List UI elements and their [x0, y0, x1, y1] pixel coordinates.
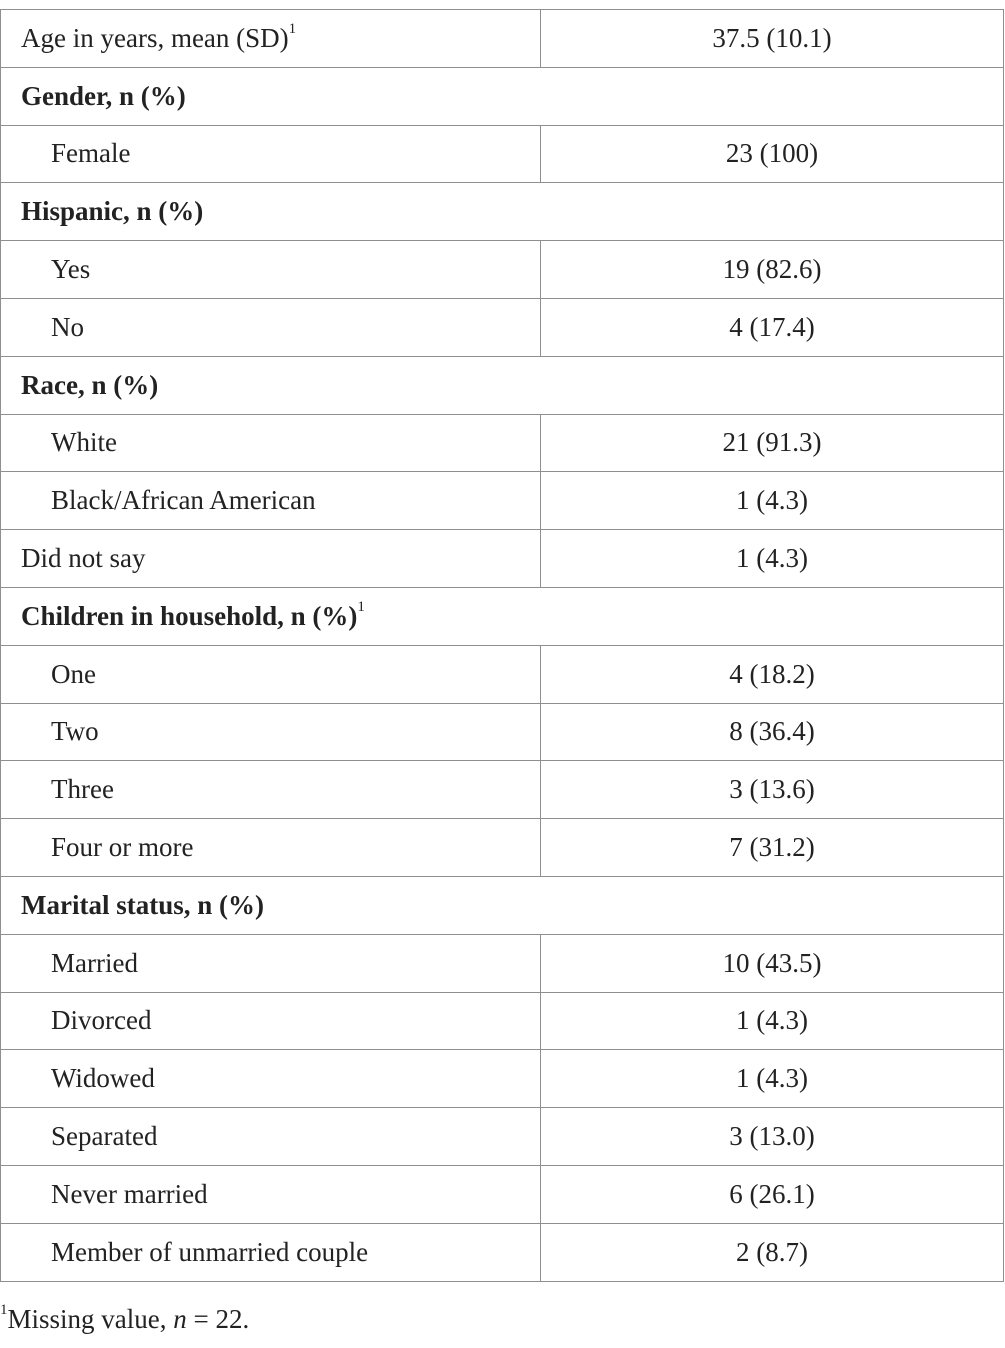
table-row: [1, 530, 1004, 588]
table-row: [1, 1050, 1004, 1108]
row-label: Two: [51, 716, 99, 747]
table-row: [1, 934, 1004, 992]
section-header-label: Children in household, n (%): [21, 600, 358, 631]
section-header-label: Marital status, n (%): [21, 889, 264, 920]
row-label-cell: [1, 530, 541, 588]
footnote-variable: n: [173, 1304, 187, 1334]
section-header-label: Hispanic, n (%): [21, 196, 204, 227]
row-value-cell: [541, 819, 1004, 877]
row-label: Never married: [51, 1178, 208, 1209]
table-row: [1, 1108, 1004, 1166]
row-label: Three: [51, 774, 114, 805]
row-value-cell: [541, 241, 1004, 299]
row-value: 4 (17.4): [729, 311, 815, 342]
row-value: 19 (82.6): [722, 254, 822, 285]
row-label-cell: [1, 819, 541, 877]
footnote-text-before: Missing value,: [7, 1304, 174, 1334]
table-row: [1, 414, 1004, 472]
row-value: 1 (4.3): [736, 485, 808, 516]
row-value: 37.5 (10.1): [712, 22, 832, 53]
row-label: Age in years, mean (SD): [21, 22, 289, 53]
section-header-cell: [1, 67, 1004, 125]
demographics-table-container: [0, 9, 1004, 1282]
section-header-cell: [1, 587, 1004, 645]
row-label-cell: [1, 761, 541, 819]
row-value: 6 (26.1): [729, 1178, 815, 1209]
row-label: One: [51, 658, 96, 689]
row-label-cell: [1, 992, 541, 1050]
table-row: [1, 645, 1004, 703]
row-value-cell: [541, 1108, 1004, 1166]
table-section-header-row: [1, 587, 1004, 645]
row-label: Divorced: [51, 1005, 152, 1036]
row-value-cell: [541, 414, 1004, 472]
demographics-table: [0, 9, 1004, 1282]
table-section-header-row: [1, 67, 1004, 125]
table-row: [1, 992, 1004, 1050]
row-value: 1 (4.3): [736, 1063, 808, 1094]
row-label-cell: [1, 934, 541, 992]
row-label-cell: [1, 298, 541, 356]
section-header-cell: [1, 876, 1004, 934]
row-value-cell: [541, 992, 1004, 1050]
row-value-cell: [541, 298, 1004, 356]
row-label-cell: [1, 1165, 541, 1223]
table-row: [1, 298, 1004, 356]
table-row: [1, 703, 1004, 761]
table-row: [1, 1165, 1004, 1223]
section-header-cell: [1, 356, 1004, 414]
table-footnote: [0, 1304, 249, 1335]
row-label-cell: [1, 241, 541, 299]
row-label-cell: [1, 414, 541, 472]
table-row: [1, 10, 1004, 68]
row-value: 10 (43.5): [722, 947, 822, 978]
row-value: 21 (91.3): [722, 427, 822, 458]
table-section-header-row: [1, 876, 1004, 934]
row-label-cell: [1, 125, 541, 183]
table-section-header-row: [1, 183, 1004, 241]
row-value-cell: [541, 125, 1004, 183]
section-header-label: Race, n (%): [21, 369, 159, 400]
row-value: 1 (4.3): [736, 543, 808, 574]
section-header-label: Gender, n (%): [21, 80, 186, 111]
row-label: Four or more: [51, 832, 194, 863]
row-label: White: [51, 427, 117, 458]
row-value-cell: [541, 761, 1004, 819]
footnote-reference: 1: [357, 598, 365, 615]
row-value-cell: [541, 1165, 1004, 1223]
row-value: 1 (4.3): [736, 1005, 808, 1036]
row-value: 2 (8.7): [736, 1236, 808, 1267]
row-value-cell: [541, 645, 1004, 703]
section-header-cell: [1, 183, 1004, 241]
row-label-cell: [1, 645, 541, 703]
row-value: 23 (100): [725, 138, 819, 169]
row-value: 7 (31.2): [729, 832, 815, 863]
table-row: [1, 241, 1004, 299]
row-value: 4 (18.2): [729, 658, 815, 689]
row-label: Female: [51, 138, 131, 169]
row-label: Widowed: [51, 1063, 155, 1094]
row-value-cell: [541, 10, 1004, 68]
footnote-reference: 1: [288, 20, 297, 37]
table-row: [1, 125, 1004, 183]
row-value-cell: [541, 934, 1004, 992]
table-section-header-row: [1, 356, 1004, 414]
row-label: Did not say: [21, 543, 146, 574]
row-value: 3 (13.6): [729, 774, 815, 805]
row-label: Black/African American: [51, 485, 316, 516]
row-value-cell: [541, 703, 1004, 761]
row-label: No: [51, 311, 84, 342]
row-value-cell: [541, 1223, 1004, 1281]
table-body: [1, 10, 1004, 1282]
row-label: Separated: [51, 1121, 158, 1152]
table-row: [1, 819, 1004, 877]
footnote-text-after: = 22.: [186, 1304, 250, 1334]
row-label-cell: [1, 472, 541, 530]
row-value-cell: [541, 1050, 1004, 1108]
row-value: 3 (13.0): [729, 1121, 815, 1152]
table-row: [1, 761, 1004, 819]
row-label-cell: [1, 703, 541, 761]
table-row: [1, 1223, 1004, 1281]
row-label-cell: [1, 1050, 541, 1108]
row-value-cell: [541, 472, 1004, 530]
row-value-cell: [541, 530, 1004, 588]
table-row: [1, 472, 1004, 530]
row-label-cell: [1, 1108, 541, 1166]
row-value: 8 (36.4): [729, 716, 815, 747]
footnote-marker: 1: [0, 1302, 8, 1318]
row-label: Member of unmarried couple: [51, 1236, 369, 1267]
row-label: Married: [51, 947, 138, 978]
row-label: Yes: [51, 254, 91, 285]
row-label-cell: [1, 1223, 541, 1281]
row-label-cell: [1, 10, 541, 68]
